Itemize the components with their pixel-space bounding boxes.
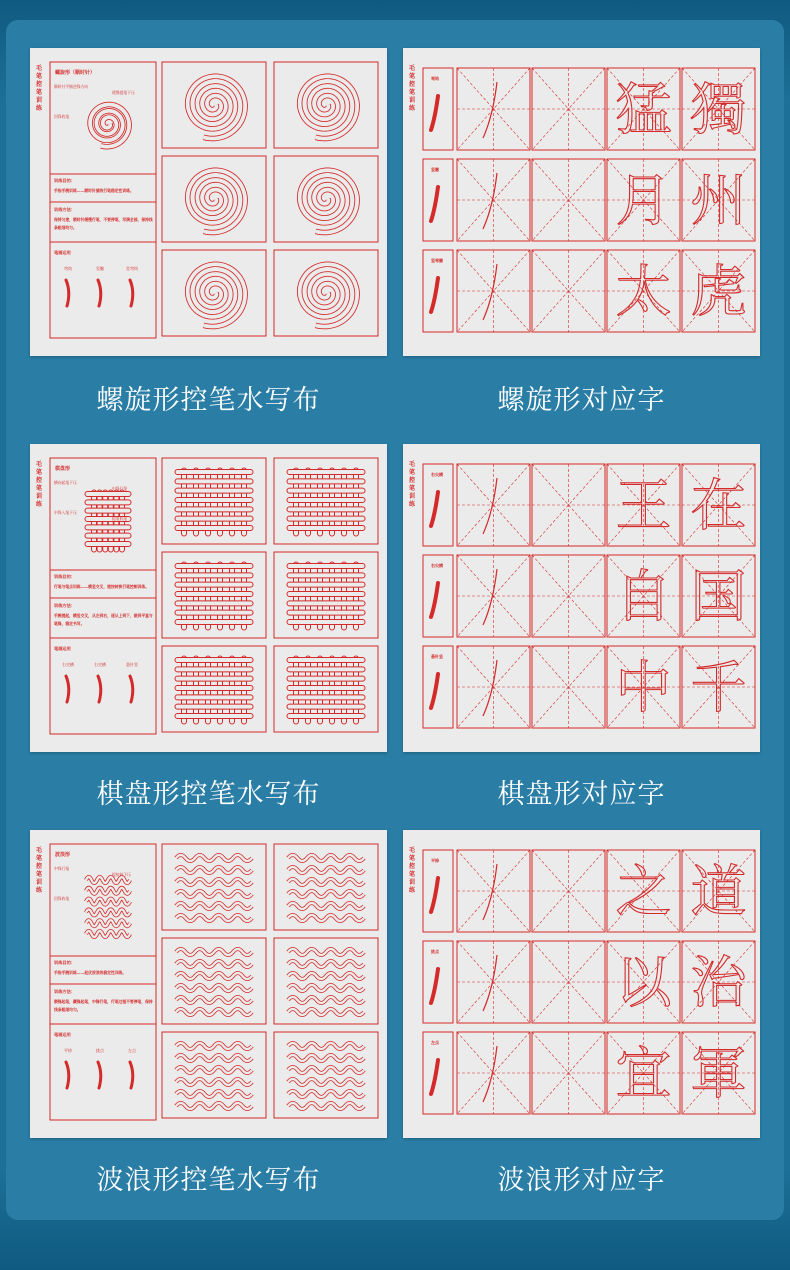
side-title-char: 笔: [408, 89, 416, 96]
side-title-char: 训: [408, 879, 416, 886]
side-title: [35, 846, 43, 894]
wave-practice-sheet: [30, 830, 387, 1138]
side-title: [408, 64, 416, 112]
mi-grid-cell: [607, 941, 680, 1023]
side-title-char: 训: [408, 97, 416, 104]
stroke-name: 左点: [128, 1048, 136, 1053]
caption-spiral-sheet: 螺旋形控笔水写布: [96, 385, 321, 416]
goal-text: [54, 970, 126, 975]
diagram-label: 中锋行笔: [112, 486, 128, 491]
spiral-stroke-inner: [188, 264, 245, 326]
practice-character: 軍: [690, 1042, 747, 1107]
mi-grid-cell: [532, 68, 605, 150]
grid-horizontal-stroke: [85, 500, 131, 505]
side-title-char: 练: [408, 501, 416, 508]
mi-grid-cell: [532, 941, 605, 1023]
grid-horizontal-stroke: [175, 704, 253, 709]
text-line: 条粗细均匀。: [54, 224, 77, 230]
caption-spiral-characters: 螺旋形对应字: [497, 385, 666, 416]
stroke-title: 笔画运用: [54, 250, 71, 255]
mi-grid-cell: [607, 850, 680, 932]
spiral-characters-sheet: [403, 48, 760, 356]
grid-horizontal-stroke: [287, 488, 365, 493]
grid-practice-pattern: [175, 468, 253, 536]
stroke-sample: [431, 492, 438, 526]
practice-character: 以: [615, 951, 672, 1016]
method-text: [53, 613, 153, 626]
caption-grid-sheet: 棋盘形控笔水写布: [96, 779, 321, 810]
stroke-sample: [98, 1062, 101, 1088]
mi-grid-cell: [682, 646, 755, 728]
stroke-sample: [66, 280, 69, 306]
stroke-sample: [431, 969, 438, 1003]
practice-character: 猛: [615, 78, 672, 143]
side-title-char: 毛: [408, 65, 416, 72]
stroke-name: 平捺: [64, 1048, 72, 1053]
grid-practice-pattern: [287, 562, 365, 630]
stroke-title: 笔画运用: [54, 646, 71, 651]
diagram-label: 提笔收笔: [112, 516, 128, 521]
grid-practice-sheet: [30, 444, 387, 752]
grid-horizontal-stroke: [175, 592, 253, 597]
grid-horizontal-stroke: [287, 573, 365, 578]
stroke-sample: [98, 676, 101, 702]
practice-character: 州: [690, 169, 747, 234]
grid-horizontal-stroke: [85, 542, 131, 547]
side-title-char: 控: [35, 477, 43, 484]
side-title: [35, 64, 43, 112]
wave-practice-pattern: [288, 1043, 364, 1109]
side-title-char: 笔: [35, 871, 43, 878]
grid-horizontal-stroke: [287, 507, 365, 512]
method-title: 训练方法：: [54, 207, 75, 212]
practice-character: 自: [615, 565, 672, 630]
practice-character: 道: [690, 860, 747, 925]
spiral-stroke-inner: [300, 264, 357, 326]
side-title-char: 笔: [408, 485, 416, 492]
grid-horizontal-stroke: [287, 526, 365, 531]
side-title-char: 练: [35, 105, 43, 112]
mi-grid-cell: [457, 941, 530, 1023]
side-title-char: 笔: [408, 469, 416, 476]
stroke-outline: [483, 82, 497, 138]
wave-characters-drawing: [403, 830, 760, 1138]
grid-horizontal-stroke: [175, 620, 253, 625]
grid-horizontal-stroke: [287, 516, 365, 521]
mi-grid-cell: [457, 646, 530, 728]
grid-practice-pattern: [287, 468, 365, 536]
grid-horizontal-stroke: [287, 695, 365, 700]
diagram-label: 回锋收笔: [54, 114, 70, 119]
grid-horizontal-stroke: [175, 507, 253, 512]
stroke-label: 弯钩: [431, 76, 439, 81]
method-title: 训练方法：: [54, 603, 75, 608]
stroke-label: 右尖横: [431, 563, 443, 568]
diagram-label: 中锋行笔: [54, 866, 70, 871]
mi-grid-cell: [682, 941, 755, 1023]
grid-horizontal-stroke: [175, 695, 253, 700]
grid-horizontal-stroke: [287, 470, 365, 475]
mi-grid-cell: [607, 68, 680, 150]
pattern-diagram: [85, 490, 131, 552]
stroke-outline: [483, 569, 497, 625]
side-title-char: 训: [35, 97, 43, 104]
text-line: 手指手腕训练——起伏波浪线稳定性训练。: [54, 970, 127, 975]
mi-grid-cell: [457, 555, 530, 637]
wave-practice-pattern: [288, 855, 364, 921]
grid-practice-pattern: [175, 562, 253, 630]
grid-horizontal-stroke: [287, 667, 365, 672]
diagram-label: 中锋入笔下压: [54, 510, 77, 515]
mi-grid-cell: [532, 250, 605, 332]
stroke-outline: [483, 955, 497, 1011]
goal-title: 训练目的：: [54, 178, 75, 183]
grid-horizontal-stroke: [85, 492, 131, 497]
text-line: 行笔与笔点训练——横竖交叉，提按转换行笔控制训练。: [54, 584, 149, 589]
goal-text: [54, 188, 134, 193]
wave-practice-pattern: [176, 855, 252, 921]
wave-sheet-drawing: [30, 830, 387, 1138]
mi-grid-cell: [532, 555, 605, 637]
practice-character: 月: [615, 169, 672, 234]
caption-wave-sheet: 波浪形控笔水写布: [96, 1165, 321, 1196]
spiral-practice-pattern: [188, 264, 245, 326]
mi-grid-cell: [457, 1032, 530, 1114]
spiral-stroke-inner: [300, 170, 357, 232]
stroke-label: 右尖横: [431, 472, 443, 477]
stroke-sample: [431, 674, 438, 708]
grid-horizontal-stroke: [175, 573, 253, 578]
spiral-characters-drawing: [403, 48, 760, 356]
stroke-outline: [483, 660, 497, 716]
side-title-char: 笔: [35, 855, 43, 862]
grid-horizontal-stroke: [287, 704, 365, 709]
mi-grid-cell: [607, 555, 680, 637]
mi-grid-cell: [532, 159, 605, 241]
practice-character: 虎: [690, 260, 747, 325]
mi-grid-cell: [682, 1032, 755, 1114]
side-title-char: 笔: [35, 485, 43, 492]
practice-character: 在: [690, 474, 747, 539]
practice-character: 治: [690, 951, 747, 1016]
grid-horizontal-stroke: [175, 479, 253, 484]
mi-grid-cell: [457, 250, 530, 332]
stroke-sample: [66, 676, 69, 702]
method-title: 训练方法：: [54, 989, 75, 994]
practice-character: 王: [615, 474, 672, 539]
side-title-char: 控: [35, 81, 43, 88]
stroke-name: 弯钩: [64, 266, 72, 271]
mi-grid-cell: [607, 464, 680, 546]
spiral-stroke-inner: [188, 170, 245, 232]
grid-horizontal-stroke: [287, 582, 365, 587]
grid-horizontal-stroke: [287, 498, 365, 503]
wave-practice-pattern: [176, 949, 252, 1015]
mi-grid-cell: [457, 68, 530, 150]
mi-grid-cell: [532, 850, 605, 932]
grid-horizontal-stroke: [175, 516, 253, 521]
stroke-sample: [431, 878, 438, 912]
pattern-intro: 波浪形: [55, 852, 71, 858]
stroke-sample: [130, 1062, 133, 1088]
grid-horizontal-stroke: [287, 620, 365, 625]
grid-horizontal-stroke: [287, 658, 365, 663]
stroke-label: 左点: [431, 1040, 439, 1045]
spiral-sheet-drawing: [30, 48, 387, 356]
side-title-char: 笔: [35, 73, 43, 80]
grid-horizontal-stroke: [287, 601, 365, 606]
stroke-outline: [483, 173, 497, 229]
stroke-name: 挑点: [96, 1048, 104, 1053]
diagram-label: 缓慢提笔下压: [112, 90, 135, 95]
stroke-outline: [483, 264, 497, 320]
stroke-sample: [431, 278, 438, 312]
stroke-label: 平捺: [431, 858, 439, 863]
side-title-char: 笔: [408, 73, 416, 80]
grid-horizontal-stroke: [175, 658, 253, 663]
grid-characters-sheet: [403, 444, 760, 752]
mi-grid-cell: [682, 250, 755, 332]
text-line: 手指手腕训练——顺时针循线行笔稳定性训练。: [54, 188, 134, 193]
diagram-label: 回锋收笔: [54, 896, 70, 901]
mi-grid-cell: [607, 1032, 680, 1114]
stroke-name: 竖弯钩: [126, 266, 138, 271]
goal-title: 训练目的：: [54, 960, 75, 965]
mi-grid-cell: [682, 68, 755, 150]
side-title-char: 笔: [408, 871, 416, 878]
mi-grid-cell: [457, 464, 530, 546]
practice-character: 太: [615, 260, 672, 325]
goal-text: [54, 584, 149, 589]
goal-title: 训练目的：: [54, 574, 75, 579]
mi-grid-cell: [457, 850, 530, 932]
stroke-label: 挑点: [431, 949, 439, 954]
text-line: 顺锋起笔，藏锋起笔，中锋行笔，行笔过程不要停笔，保持: [54, 999, 153, 1004]
practice-character: 国: [690, 565, 747, 630]
stroke-title: 笔画运用: [54, 1032, 71, 1037]
side-title-char: 毛: [35, 461, 43, 468]
side-title-char: 控: [35, 863, 43, 870]
spiral-practice-sheet: [30, 48, 387, 356]
text-line: 保持匀速，顺时针缓慢行笔，不要停笔，写满全部，保持线: [54, 217, 153, 222]
stroke-label: 竖撇: [431, 167, 439, 172]
stroke-label: 悬针竖: [431, 654, 443, 659]
method-text: [53, 217, 153, 230]
mi-grid-cell: [532, 646, 605, 728]
spiral-stroke-inner: [90, 105, 129, 147]
method-text: [53, 999, 153, 1012]
side-title: [408, 460, 416, 508]
side-title-char: 笔: [408, 855, 416, 862]
side-title-char: 笔: [35, 89, 43, 96]
grid-characters-drawing: [403, 444, 760, 752]
grid-practice-pattern: [287, 656, 365, 724]
side-title-char: 毛: [35, 847, 43, 854]
wave-practice-pattern: [288, 949, 364, 1015]
side-title-char: 训: [408, 493, 416, 500]
side-title-char: 控: [408, 863, 416, 870]
practice-character: 獨: [690, 78, 747, 143]
grid-horizontal-stroke: [85, 508, 131, 513]
side-title-char: 练: [35, 887, 43, 894]
side-title: [35, 460, 43, 508]
caption-wave-characters: 波浪形对应字: [497, 1165, 666, 1196]
grid-sheet-drawing: [30, 444, 387, 752]
mi-grid-cell: [607, 250, 680, 332]
grid-horizontal-stroke: [287, 592, 365, 597]
wave-characters-sheet: [403, 830, 760, 1138]
spiral-practice-pattern: [300, 76, 357, 138]
grid-horizontal-stroke: [287, 686, 365, 691]
side-title-char: 控: [408, 477, 416, 484]
grid-horizontal-stroke: [175, 686, 253, 691]
grid-horizontal-stroke: [175, 526, 253, 531]
grid-horizontal-stroke: [175, 582, 253, 587]
grid-practice-pattern: [175, 656, 253, 724]
grid-horizontal-stroke: [85, 525, 131, 530]
stroke-sample: [66, 1062, 69, 1088]
grid-horizontal-stroke: [287, 479, 365, 484]
diagram-label: 提按转下压: [112, 872, 131, 877]
practice-character: 宜: [615, 1042, 672, 1107]
text-line: 手腕提起，横竖交叉，从左到右，逐从上到下，做到平直与: [54, 613, 153, 618]
pattern-diagram: [86, 877, 130, 937]
spiral-practice-pattern: [300, 264, 357, 326]
grid-horizontal-stroke: [175, 498, 253, 503]
mi-grid-cell: [607, 159, 680, 241]
side-title-char: 练: [408, 105, 416, 112]
grid-horizontal-stroke: [287, 714, 365, 719]
stroke-label: 竖弯撇: [431, 258, 443, 263]
stroke-outline: [483, 478, 497, 534]
pattern-diagram: [90, 105, 129, 147]
stroke-name: 悬针竖: [126, 662, 138, 667]
side-title-char: 练: [408, 887, 416, 894]
grid-horizontal-stroke: [175, 470, 253, 475]
stroke-sample: [130, 280, 133, 306]
stroke-sample: [98, 280, 101, 306]
side-title-char: 训: [35, 493, 43, 500]
pattern-intro: 棋盘形: [55, 466, 71, 472]
mi-grid-cell: [607, 646, 680, 728]
grid-horizontal-stroke: [175, 488, 253, 493]
mi-grid-cell: [682, 555, 755, 637]
grid-horizontal-stroke: [85, 533, 131, 538]
side-title-char: 练: [35, 501, 43, 508]
practice-character: 中: [615, 656, 672, 721]
mi-grid-cell: [682, 464, 755, 546]
stroke-sample: [431, 583, 438, 617]
side-title: [408, 846, 416, 894]
side-title-char: 训: [35, 879, 43, 886]
grid-horizontal-stroke: [175, 714, 253, 719]
grid-horizontal-stroke: [287, 564, 365, 569]
stroke-sample: [130, 676, 133, 702]
side-title-char: 毛: [35, 65, 43, 72]
stroke-name: 右尖横: [94, 662, 106, 667]
grid-horizontal-stroke: [175, 601, 253, 606]
mi-grid-cell: [532, 1032, 605, 1114]
spiral-practice-pattern: [300, 170, 357, 232]
grid-horizontal-stroke: [175, 610, 253, 615]
stroke-sample: [431, 187, 438, 221]
practice-character: 之: [615, 860, 672, 925]
instruction-box: [50, 844, 156, 1120]
diagram-label: 顺时针平铺逆锋方向: [54, 84, 89, 89]
text-line: 线条粗细均匀。: [54, 1006, 81, 1012]
spiral-practice-pattern: [188, 76, 245, 138]
stroke-outline: [483, 1046, 497, 1102]
side-title-char: 控: [408, 81, 416, 88]
side-title-char: 毛: [408, 847, 416, 854]
stroke-sample: [431, 96, 438, 130]
grid-horizontal-stroke: [287, 676, 365, 681]
stroke-outline: [483, 864, 497, 920]
spiral-practice-pattern: [188, 170, 245, 232]
spiral-stroke-inner: [188, 76, 245, 138]
side-title-char: 笔: [35, 469, 43, 476]
mi-grid-cell: [457, 159, 530, 241]
side-title-char: 毛: [408, 461, 416, 468]
grid-horizontal-stroke: [175, 667, 253, 672]
grid-horizontal-stroke: [175, 676, 253, 681]
practice-character: 千: [690, 656, 747, 721]
stroke-name: 右尖横: [62, 662, 74, 667]
caption-grid-characters: 棋盘形对应字: [497, 779, 666, 810]
grid-horizontal-stroke: [287, 610, 365, 615]
mi-grid-cell: [682, 159, 755, 241]
grid-horizontal-stroke: [175, 564, 253, 569]
stroke-name: 竖撇: [96, 266, 104, 271]
wave-practice-pattern: [176, 1043, 252, 1109]
pattern-intro: 螺旋形（顺时针）: [55, 70, 96, 76]
mi-grid-cell: [682, 850, 755, 932]
stroke-sample: [431, 1060, 438, 1094]
text-line: 笔锋，稳定书写。: [54, 620, 85, 626]
mi-grid-cell: [532, 464, 605, 546]
spiral-stroke-inner: [300, 76, 357, 138]
diagram-label: 横向起笔下压: [54, 480, 77, 485]
